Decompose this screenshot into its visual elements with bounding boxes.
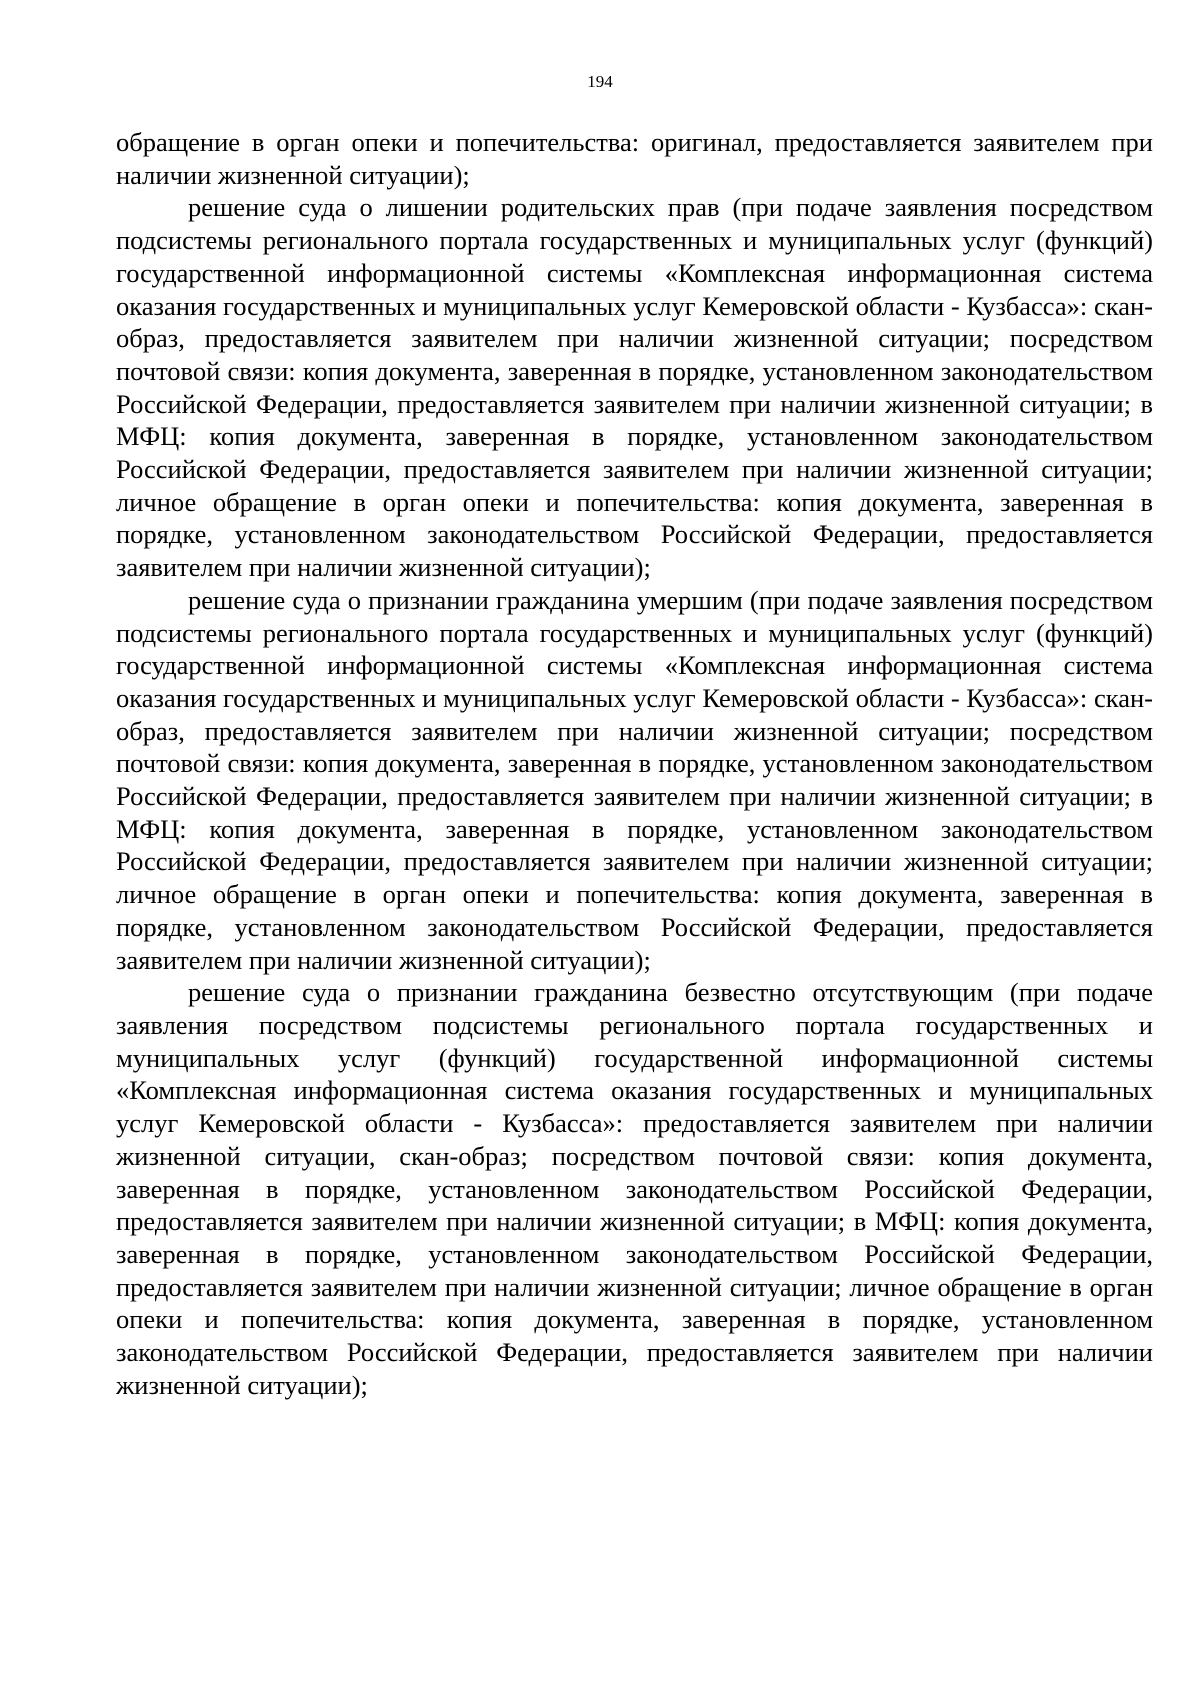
paragraph-declared-missing: решение суда о признании гражданина безвестно отсутствующим (при подаче заявления посредством подсистемы регионального портала государственных и муниципальных услуг (функций) государственной информационной системы «Комплексная информационная система оказания государственных и муниципальных услуг Кемеровской области - Кузбасса»: предоставляется заявителем при наличии жизненной ситуации, скан-образ; посредством почтовой связи: копия документа, заверенная в порядке, установленном законодательством Российской Федерации, предоставляется заявителем при наличии жизненной ситуации; в МФЦ: копия документа, заверенная в порядке, установленном законодательством Российской Федерации, предоставляется заявителем при наличии жизненной ситуации; личное обращение в орган опеки и попечительства: копия документа, заверенная в порядке, установленном законодательством Российской Федерации, предоставляется заявителем при наличии жизненной ситуации); [116,977,1153,1400]
paragraph-deprivation-of-parental-rights: решение суда о лишении родительских прав (при подаче заявления посредством подсистемы регионального портала государственных и муниципальных услуг (функций) государственной информационной системы «Комплексная информационная система оказания государственных и муниципальных услуг Кемеровской области - Кузбасса»: скан-образ, предоставляется заявителем при наличии жизненной ситуации; посредством почтовой связи: копия документа, заверенная в порядке, установленном законодательством Российской Федерации, предоставляется заявителем при наличии жизненной ситуации; в МФЦ: копия документа, заверенная в порядке, установленном законодательством Российской Федерации, предоставляется заявителем при наличии жизненной ситуации; личное обращение в орган опеки и попечительства: копия документа, заверенная в порядке, установленном законодательством Российской Федерации, предоставляется заявителем при наличии жизненной ситуации); [116,192,1153,583]
page-number: 194 [587,72,613,91]
paragraph-continuation: обращение в орган опеки и попечительства: оригинал, предоставляется заявителем при наличии жизненной ситуации); [116,127,1153,190]
document-body [116,126,1153,1401]
paragraph-declared-deceased: решение суда о признании гражданина умершим (при подаче заявления посредством подсистемы регионального портала государственных и муниципальных услуг (функций) государственной информационной системы «Комплексная информационная система оказания государственных и муниципальных услуг Кемеровской области - Кузбасса»: скан-образ, предоставляется заявителем при наличии жизненной ситуации; посредством почтовой связи: копия документа, заверенная в порядке, установленном законодательством Российской Федерации, предоставляется заявителем при наличии жизненной ситуации; в МФЦ: копия документа, заверенная в порядке, установленном законодательством Российской Федерации, предоставляется заявителем при наличии жизненной ситуации; личное обращение в орган опеки и попечительства: копия документа, заверенная в порядке, установленном законодательством Российской Федерации, предоставляется заявителем при наличии жизненной ситуации); [116,584,1153,975]
